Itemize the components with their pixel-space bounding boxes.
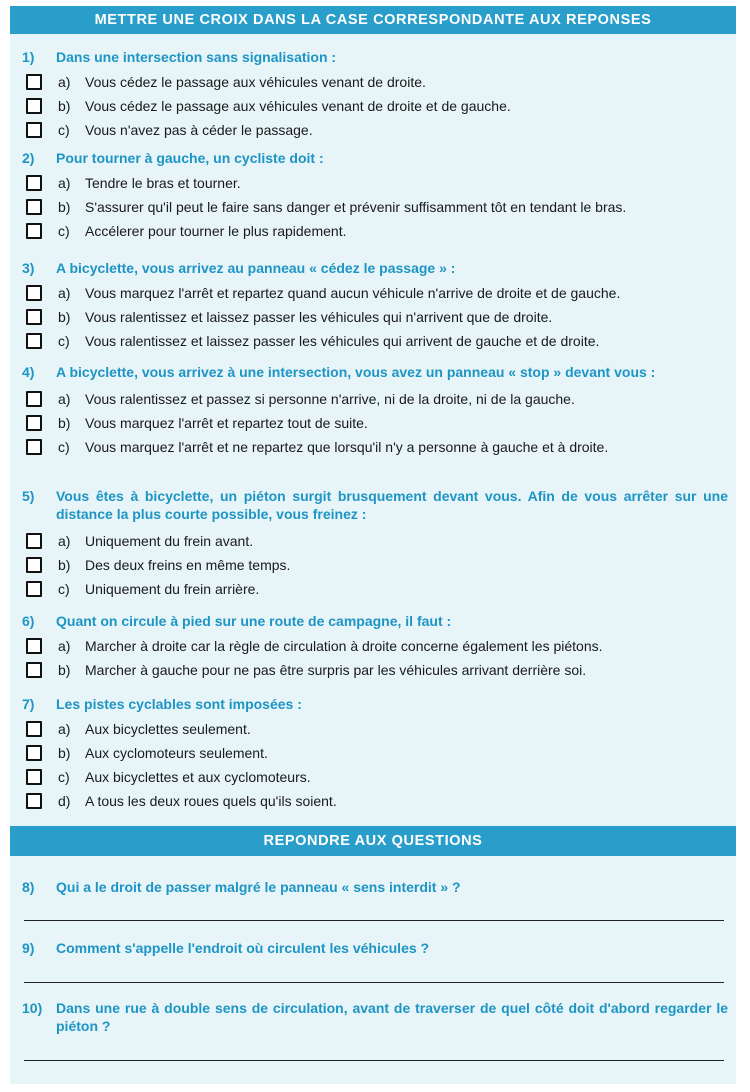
checkbox[interactable] [26,98,42,114]
option-text: A tous les deux roues quels qu'ils soient. [85,793,337,809]
option-text: Accélerer pour tourner le plus rapidement. [85,223,347,239]
option-text: Aux bicyclettes et aux cyclomoteurs. [85,769,311,785]
checkbox[interactable] [26,309,42,325]
option-5a: a) Uniquement du frein avant. [10,529,736,553]
header-title: METTRE UNE CROIX DANS LA CASE CORRESPONDANTE AUX REPONSES [94,12,652,28]
checkbox[interactable] [26,662,42,678]
option-7c: c) Aux bicyclettes et aux cyclomoteurs. [10,765,736,789]
option-text: Des deux freins en même temps. [85,557,291,573]
option-4c: c) Vous marquez l'arrêt et ne repartez que lorsqu'il n'y a personne à gauche et à droite. [10,435,736,459]
checkbox[interactable] [26,122,42,138]
question-text: A bicyclette, vous arrivez au panneau « cédez le passage » : [56,260,456,276]
option-2a: a) Tendre le bras et tourner. [10,171,736,195]
option-text: Vous marquez l'arrêt et repartez quand aucun véhicule n'arrive de droite et de gauche. [85,285,621,301]
option-text: S'assurer qu'il peut le faire sans danger et prévenir suffisamment tôt en tendant le bras. [85,199,627,215]
option-text: Tendre le bras et tourner. [85,175,241,191]
question-text: Quant on circule à pied sur une route de campagne, il faut : [56,613,452,629]
option-text: Vous marquez l'arrêt et ne repartez que lorsqu'il n'y a personne à gauche et à droite. [85,439,609,455]
answer-line-8[interactable] [24,920,724,921]
option-6a: a) Marcher à droite car la règle de circulation à droite concerne également les piétons. [10,634,736,658]
question-number: 10) [22,1000,43,1016]
question-10 [10,999,736,1035]
option-text: Vous ralentissez et laissez passer les véhicules qui arrivent de gauche et de droite. [85,333,600,349]
option-text: Aux cyclomoteurs seulement. [85,745,268,761]
option-text: Vous cédez le passage aux véhicules venant de droite et de gauche. [85,98,511,114]
option-text: Vous cédez le passage aux véhicules venant de droite. [85,74,426,90]
checkbox[interactable] [26,199,42,215]
checkbox[interactable] [26,223,42,239]
question-number: 8) [22,879,35,895]
question-9 [10,939,736,957]
question-number: 6) [22,613,35,629]
question-text: A bicyclette, vous arrivez à une intersection, vous avez un panneau « stop » devant vous : [56,364,656,380]
checkbox[interactable] [26,557,42,573]
question-text: Les pistes cyclables sont imposées : [56,696,302,712]
option-7a: a) Aux bicyclettes seulement. [10,717,736,741]
checkbox[interactable] [26,285,42,301]
option-text: Marcher à droite car la règle de circulation à droite concerne également les piétons. [85,638,603,654]
option-1c: c) Vous n'avez pas à céder le passage. [10,118,736,142]
option-2b: b) S'assurer qu'il peut le faire sans danger et prévenir suffisamment tôt en tendant le bras. [10,195,736,219]
checkbox[interactable] [26,638,42,654]
question-number: 2) [22,150,35,166]
option-5c: c) Uniquement du frein arrière. [10,577,736,601]
answer-line-9[interactable] [24,982,724,983]
checkbox[interactable] [26,415,42,431]
question-text: Vous êtes à bicyclette, un piéton surgit brusquement devant vous. Afin de vous arrêter sur une distance la plus courte possible, vous freinez : [56,488,728,522]
checkbox[interactable] [26,793,42,809]
checkbox[interactable] [26,391,42,407]
question-number: 4) [22,364,35,380]
question-text: Dans une rue à double sens de circulation, avant de traverser de quel côté doit d'abord regarder le piéton ? [56,1000,728,1034]
option-text: Vous marquez l'arrêt et repartez tout de suite. [85,415,368,431]
option-1b: b) Vous cédez le passage aux véhicules venant de droite et de gauche. [10,94,736,118]
question-number: 9) [22,940,35,956]
option-text: Marcher à gauche pour ne pas être surpris par les véhicules arrivant derrière soi. [85,662,587,678]
option-7d: d) A tous les deux roues quels qu'ils soient. [10,789,736,813]
question-text: Dans une intersection sans signalisation : [56,49,337,65]
option-text: Vous ralentissez et passez si personne n'arrive, ni de la droite, ni de la gauche. [85,391,575,407]
option-text: Vous n'avez pas à céder le passage. [85,122,313,138]
option-1a: a) Vous cédez le passage aux véhicules venant de droite. [10,70,736,94]
option-4a: a) Vous ralentissez et passez si personne n'arrive, ni de la droite, ni de la gauche. [10,387,736,411]
section-title: REPONDRE AUX QUESTIONS [263,833,483,849]
question-1 [10,48,736,142]
checkbox[interactable] [26,769,42,785]
checkbox[interactable] [26,175,42,191]
question-5 [10,487,736,601]
question-8 [10,878,736,896]
option-3b: b) Vous ralentissez et laissez passer les véhicules qui n'arrivent que de droite. [10,305,736,329]
option-5b: b) Des deux freins en même temps. [10,553,736,577]
question-number: 5) [22,488,35,504]
option-text: Uniquement du frein avant. [85,533,254,549]
question-text: Qui a le droit de passer malgré le panneau « sens interdit » ? [56,879,461,895]
option-7b: b) Aux cyclomoteurs seulement. [10,741,736,765]
answer-line-10[interactable] [24,1060,724,1061]
question-text: Comment s'appelle l'endroit où circulent les véhicules ? [56,940,430,956]
option-text: Uniquement du frein arrière. [85,581,260,597]
option-2c: c) Accélerer pour tourner le plus rapidement. [10,219,736,243]
question-6 [10,612,736,682]
worksheet [10,6,736,1084]
question-4 [10,363,736,459]
question-number: 7) [22,696,35,712]
question-number: 1) [22,49,35,65]
section-band [10,826,736,856]
checkbox[interactable] [26,745,42,761]
option-3c: c) Vous ralentissez et laissez passer les véhicules qui arrivent de gauche et de droite. [10,329,736,353]
checkbox[interactable] [26,581,42,597]
checkbox[interactable] [26,721,42,737]
checkbox[interactable] [26,74,42,90]
option-3a: a) Vous marquez l'arrêt et repartez quand aucun véhicule n'arrive de droite et de gauche. [10,281,736,305]
checkbox[interactable] [26,439,42,455]
checkbox[interactable] [26,533,42,549]
option-4b: b) Vous marquez l'arrêt et repartez tout de suite. [10,411,736,435]
option-text: Vous ralentissez et laissez passer les véhicules qui n'arrivent que de droite. [85,309,553,325]
question-text: Pour tourner à gauche, un cycliste doit : [56,150,324,166]
question-3 [10,259,736,353]
option-6b: b) Marcher à gauche pour ne pas être surpris par les véhicules arrivant derrière soi. [10,658,736,682]
question-number: 3) [22,260,35,276]
header-band [10,6,736,34]
option-text: Aux bicyclettes seulement. [85,721,251,737]
checkbox[interactable] [26,333,42,349]
question-7 [10,695,736,813]
question-2 [10,149,736,243]
